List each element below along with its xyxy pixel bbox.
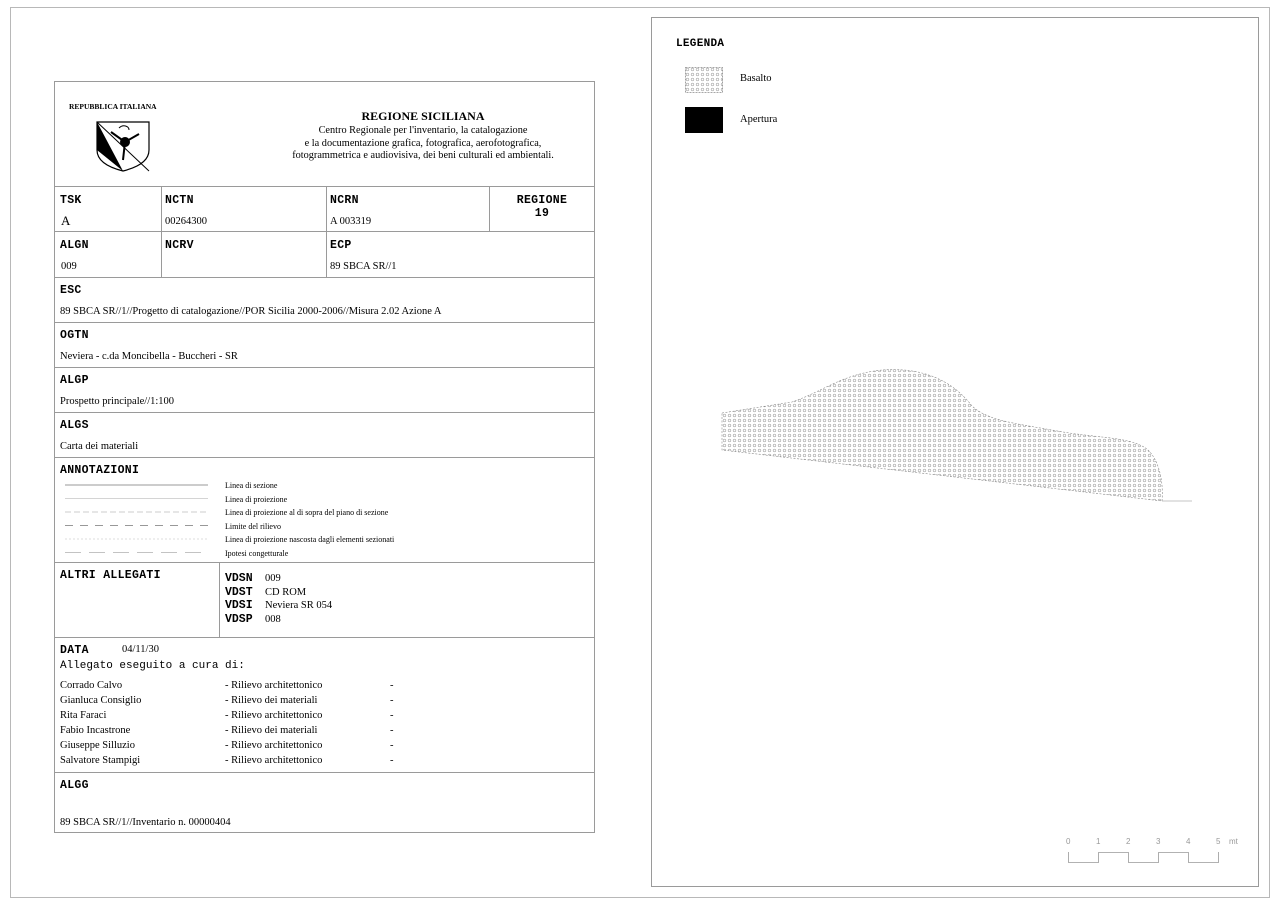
scale-tick: 4 [1186, 837, 1191, 846]
person-role: - Rilievo architettonico [225, 680, 323, 691]
vdsn-value: 009 [265, 573, 281, 584]
annotation-item: Linea di sezione [225, 481, 278, 490]
divider [55, 277, 594, 278]
vdsi-value: Neviera SR 054 [265, 600, 333, 611]
person-name: Salvatore Stampigi [60, 755, 141, 766]
divider [55, 772, 594, 773]
scale-tick: 3 [1156, 837, 1161, 846]
scale-bar [1066, 848, 1226, 868]
ecp-value: 89 SBCA SR//1 [330, 261, 397, 272]
person-name: Gianluca Consiglio [60, 695, 142, 706]
apertura-label: Apertura [740, 114, 778, 125]
divider [55, 562, 594, 563]
person-role: - Rilievo dei materiali [225, 695, 318, 706]
vdsp-value: 008 [265, 613, 281, 625]
divider [161, 186, 162, 277]
vdsn-key: VDSN [225, 572, 253, 585]
person-extra: - [390, 725, 394, 736]
republic-label: REPUBBLICA ITALIANA [69, 102, 157, 111]
divider [55, 231, 594, 232]
legend-title: LEGENDA [676, 38, 725, 50]
annotation-item: Linea di proiezione nascosta dagli elementi sezionati [225, 535, 395, 544]
person-role: - Rilievo dei materiali [225, 725, 318, 736]
elevation-drawing [712, 358, 1212, 508]
esc-value: 89 SBCA SR//1//Progetto di catalogazione//POR Sicilia 2000-2006//Misura 2.02 Azione A [60, 306, 442, 317]
divider [55, 457, 594, 458]
person-extra: - [390, 710, 394, 721]
header-block [283, 109, 563, 163]
divider [55, 322, 594, 323]
person-row [60, 740, 420, 755]
divider [219, 562, 220, 637]
basalto-label: Basalto [740, 73, 772, 84]
algs-value: Carta dei materiali [60, 441, 139, 452]
person-name: Giuseppe Silluzio [60, 740, 135, 751]
person-row [60, 725, 420, 740]
tsk-value: A [61, 213, 71, 228]
algs-label: ALGS [60, 419, 89, 432]
tsk-label: TSK [60, 194, 82, 207]
sicily-coat-of-arms-icon [95, 120, 151, 172]
ncrn-label: NCRN [330, 194, 359, 207]
annotation-item: Linea di proiezione [225, 494, 288, 504]
annotation-item: Linea di proiezione al di sopra del piano di sezione [225, 508, 389, 517]
person-extra: - [390, 740, 394, 751]
center-line-1: Centro Regionale per l'inventario, la catalogazione [318, 125, 528, 136]
scale-tick: 5 [1216, 837, 1221, 846]
ncrv-label: NCRV [165, 239, 194, 252]
algn-label: ALGN [60, 239, 89, 252]
person-row [60, 710, 420, 725]
allegati-list [225, 568, 333, 626]
center-line-3: fotogrammetrica e audiovisiva, dei beni culturali ed ambientali. [292, 150, 554, 161]
person-extra: - [390, 680, 394, 691]
person-role: - Rilievo architettonico [225, 755, 323, 766]
regione-value: 19 [534, 207, 550, 220]
algg-value: 89 SBCA SR//1//Inventario n. 00000404 [60, 817, 231, 828]
nctn-value: 00264300 [165, 216, 207, 227]
altri-allegati-label: ALTRI ALLEGATI [60, 569, 161, 582]
algp-value: Prospetto principale//1:100 [60, 396, 175, 407]
algp-label: ALGP [60, 374, 89, 387]
person-row [60, 755, 420, 770]
people-list [60, 680, 420, 770]
algn-value: 009 [61, 261, 77, 272]
person-row [60, 695, 420, 710]
vdst-key: VDST [225, 585, 253, 599]
scale-tick: 2 [1126, 837, 1131, 846]
line-types-legend [65, 478, 210, 558]
data-label: DATA [60, 644, 89, 657]
person-name: Corrado Calvo [60, 680, 123, 691]
ncrn-value: A 003319 [330, 216, 372, 227]
ogtn-label: OGTN [60, 329, 89, 342]
divider [55, 367, 594, 368]
data-value: 04/11/30 [122, 644, 159, 655]
center-line-2: e la documentazione grafica, fotografica, aerofotografica, [304, 137, 542, 149]
person-extra: - [390, 695, 394, 706]
drawing-sheet [651, 17, 1259, 887]
annotation-item: Limite del rilievo [225, 521, 281, 531]
catalog-card [54, 81, 595, 833]
annotation-item: Ipotesi congetturale [225, 548, 289, 558]
region-title: REGIONE SICILIANA [361, 109, 485, 123]
apertura-swatch [685, 107, 723, 133]
ecp-label: ECP [330, 239, 352, 252]
person-role: - Rilievo architettonico [225, 740, 323, 751]
scale-tick: 1 [1096, 837, 1101, 846]
divider [55, 637, 594, 638]
divider [55, 412, 594, 413]
scale-unit: mt [1229, 837, 1238, 846]
nctn-label: NCTN [165, 194, 194, 207]
esc-label: ESC [60, 284, 82, 297]
vdsi-key: VDSI [225, 599, 253, 612]
vdst-value: CD ROM [265, 586, 307, 598]
divider [55, 186, 594, 187]
person-row [60, 680, 420, 695]
person-name: Rita Faraci [60, 710, 107, 721]
person-extra: - [390, 755, 394, 766]
ogtn-value: Neviera - c.da Moncibella - Buccheri - SR [60, 351, 238, 362]
person-role: - Rilievo architettonico [225, 710, 323, 721]
vdsp-key: VDSP [225, 612, 253, 626]
annotazioni-label: ANNOTAZIONI [60, 464, 140, 477]
person-name: Fabio Incastrone [60, 725, 131, 736]
algg-label: ALGG [60, 779, 89, 792]
cura-label: Allegato eseguito a cura di: [60, 660, 245, 672]
regione-label: REGIONE [516, 194, 568, 207]
scale-tick: 0 [1066, 837, 1071, 846]
basalto-swatch [685, 67, 723, 93]
divider [326, 186, 327, 277]
